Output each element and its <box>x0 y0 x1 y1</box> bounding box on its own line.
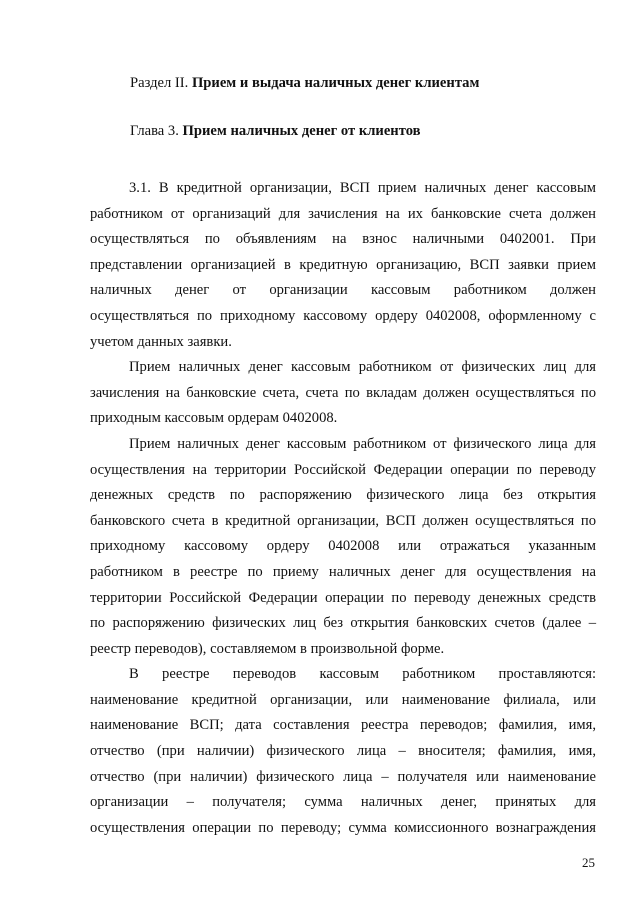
chapter-prefix: Глава 3. <box>130 123 183 139</box>
text-line: приходным кассовым ордерам 0402008. <box>90 410 338 427</box>
text-line: реестр переводов), составляемом в произвольной форме. <box>90 640 445 657</box>
text-line: осуществляться по объявлениям на взнос наличными 0402001. При <box>90 231 596 248</box>
text-line: работником в реестре по приему наличных денег для осуществления на <box>90 563 596 580</box>
body-text <box>90 176 596 841</box>
text-line: территории Российской Федерации операции по переводу денежных средств <box>90 589 596 606</box>
text-line: по распоряжению физических лиц без открытия банковских счетов (далее – <box>90 615 596 632</box>
paragraph <box>90 432 596 662</box>
text-line: отчество (при наличии) физического лица – вносителя; фамилия, имя, <box>90 743 596 760</box>
paragraph <box>90 662 596 841</box>
page-number: 25 <box>582 855 595 870</box>
text-line: приходному кассовому ордеру 0402008 или отражаться указанным <box>90 538 596 555</box>
text-line: 3.1. В кредитной организации, ВСП прием наличных денег кассовым <box>129 180 596 196</box>
text-line: денежных средств по распоряжению физического лица без открытия <box>90 487 596 504</box>
text-line: организации – получателя; сумма наличных денег, принятых для <box>90 794 596 811</box>
text-line: осуществления на территории Российской Федерации операции по переводу <box>90 461 596 478</box>
text-line: учетом данных заявки. <box>90 333 232 350</box>
text-line: банковского счета в кредитной организации, ВСП должен осуществляться по <box>90 512 596 529</box>
section-prefix: Раздел II. <box>130 75 192 91</box>
text-line: осуществления операции по переводу; сумма комиссионного вознаграждения <box>90 819 596 836</box>
text-line: отчество (при наличии) физического лица – получателя или наименование <box>90 768 596 785</box>
text-line: осуществляться по приходному кассовому ордеру 0402008, оформленному с <box>90 307 596 324</box>
chapter-title: Прием наличных денег от клиентов <box>182 123 421 139</box>
text-line: Прием наличных денег кассовым работником от физических лиц для <box>129 359 596 376</box>
text-line: наличных денег от организации кассовым работником должен <box>90 282 596 299</box>
text-line: наименование кредитной организации, или наименование филиала, или <box>90 691 596 708</box>
text-line: зачисления на банковские счета, счета по вкладам должен осуществляться по <box>90 384 596 401</box>
section-title: Прием и выдача наличных денег клиентам <box>191 75 480 91</box>
paragraphs <box>90 176 596 841</box>
text-line: представлении организацией в кредитную организацию, ВСП заявки прием <box>90 256 596 273</box>
text-line: Прием наличных денег кассовым работником от физического лица для <box>129 435 596 452</box>
section-heading <box>130 73 479 93</box>
paragraph <box>90 355 596 432</box>
chapter-heading <box>130 121 421 141</box>
text-line: наименование ВСП; дата составления реестра переводов; фамилия, имя, <box>90 717 596 734</box>
paragraph <box>90 176 596 355</box>
text-line: В реестре переводов кассовым работником проставляются: <box>129 666 596 683</box>
text-line: работником от организаций для зачисления на их банковские счета должен <box>90 205 596 222</box>
